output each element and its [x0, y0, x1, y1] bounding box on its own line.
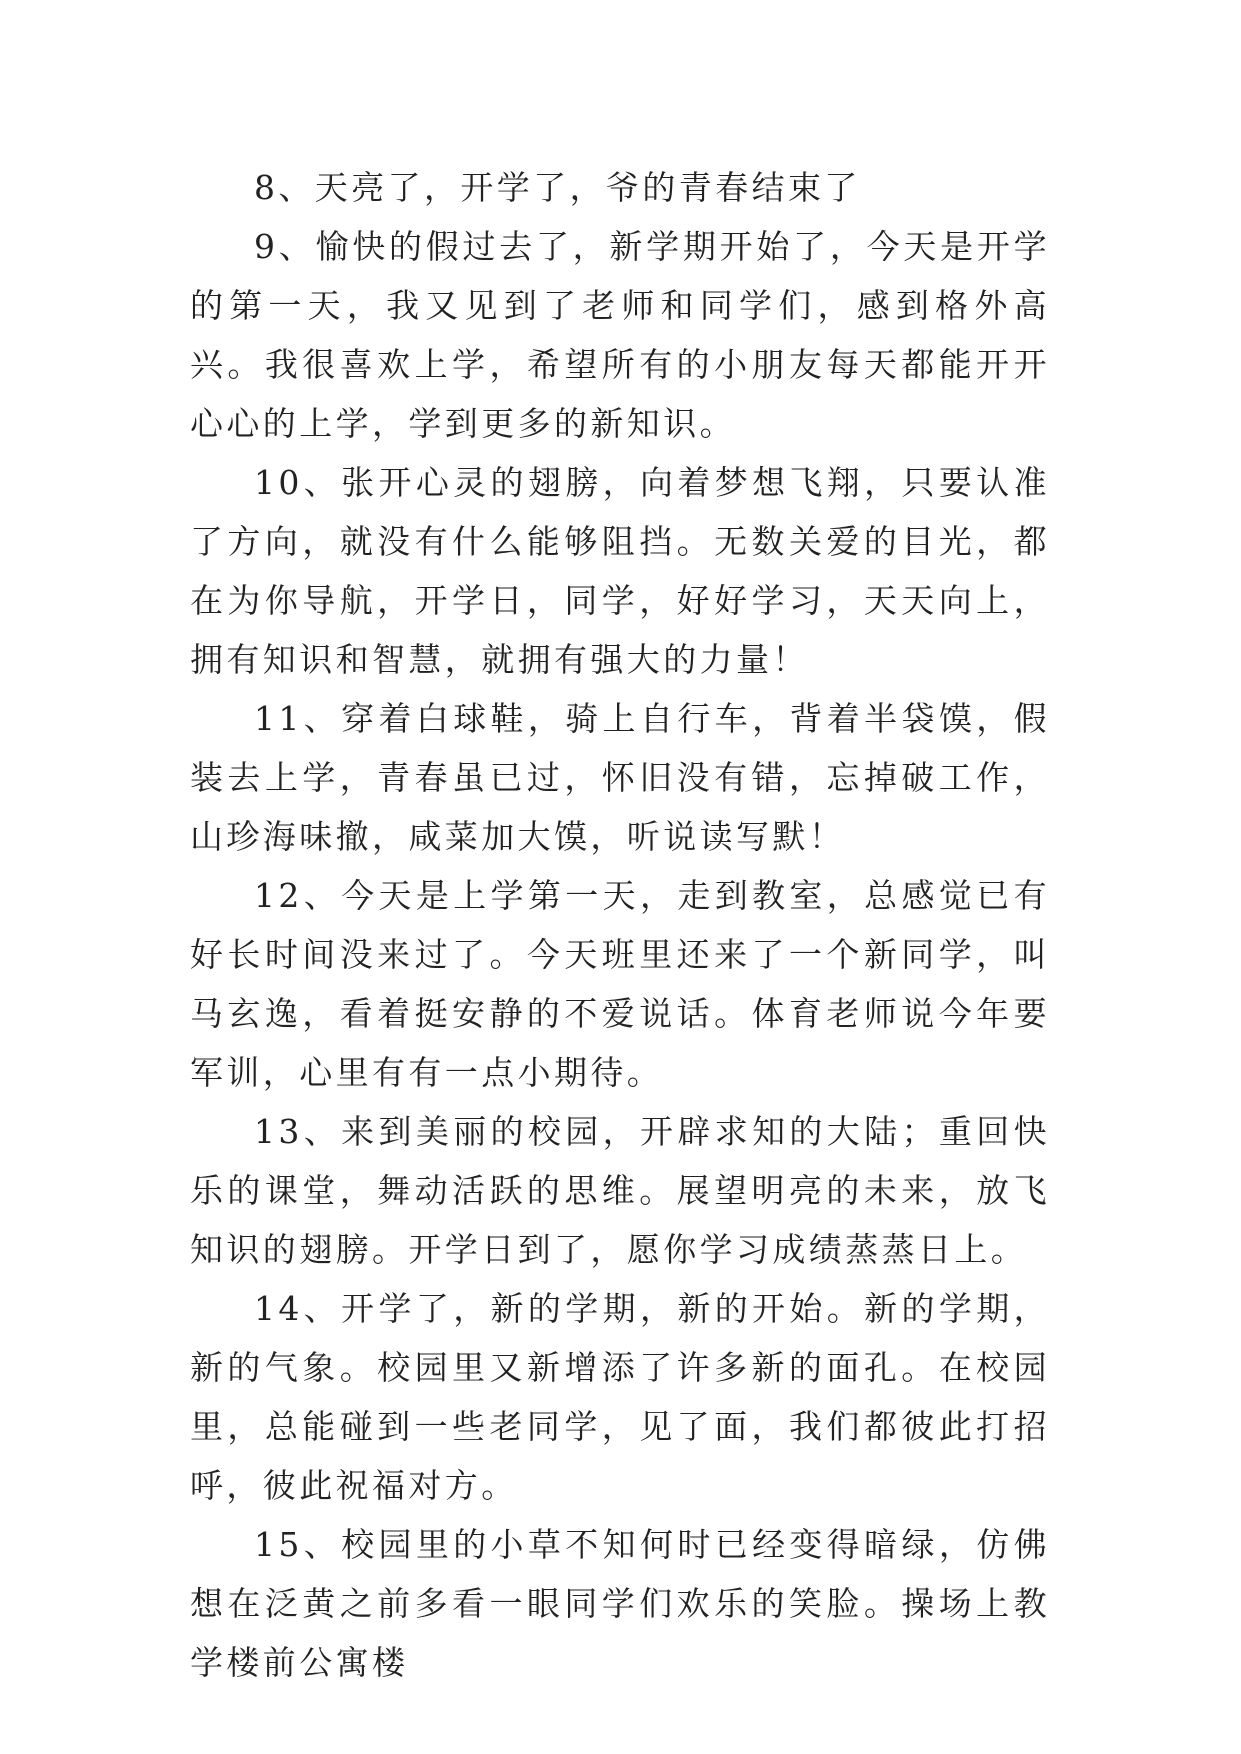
paragraph-10: 10、张开心灵的翅膀，向着梦想飞翔，只要认准了方向，就没有什么能够阻挡。无数关爱的目光，都在为你导航，开学日，同学，好好学习，天天向上，拥有知识和智慧，就拥有强大的力量！	[190, 463, 1050, 679]
paragraph-13: 13、来到美丽的校园，开辟求知的大陆；重回快乐的课堂，舞动活跃的思维。展望明亮的未来，放飞知识的翅膀。开学日到了，愿你学习成绩蒸蒸日上。	[190, 1112, 1050, 1269]
document-body	[190, 158, 1050, 1692]
paragraph-11: 11、穿着白球鞋，骑上自行车，背着半袋馍，假装去上学，青春虽已过，怀旧没有错，忘掉破工作，山珍海味撤，咸菜加大馍，听说读写默！	[190, 699, 1050, 856]
paragraph-15: 15、校园里的小草不知何时已经变得暗绿，仿佛想在泛黄之前多看一眼同学们欢乐的笑脸。操场上教学楼前公寓楼	[190, 1525, 1050, 1682]
paragraph-8: 8、天亮了，开学了，爷的青春结束了	[254, 168, 861, 207]
paragraph-14: 14、开学了，新的学期，新的开始。新的学期，新的气象。校园里又新增添了许多新的面孔。在校园里，总能碰到一些老同学，见了面，我们都彼此打招呼，彼此祝福对方。	[190, 1289, 1050, 1505]
paragraph-9: 9、愉快的假过去了，新学期开始了，今天是开学的第一天，我又见到了老师和同学们，感到格外高兴。我很喜欢上学，希望所有的小朋友每天都能开开心心的上学，学到更多的新知识。	[190, 227, 1050, 443]
paragraph-12: 12、今天是上学第一天，走到教室，总感觉已有好长时间没来过了。今天班里还来了一个新同学，叫马玄逸，看着挺安静的不爱说话。体育老师说今年要军训，心里有有一点小期待。	[190, 876, 1050, 1092]
